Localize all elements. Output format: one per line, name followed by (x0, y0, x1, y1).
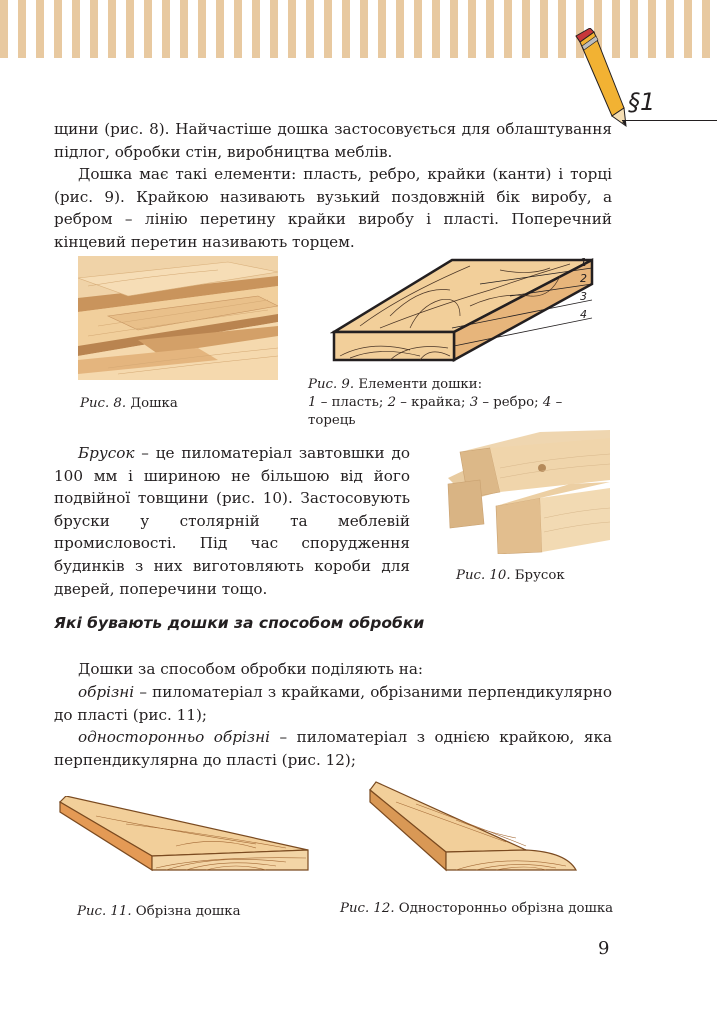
figure-12-one-side-edged-board (366, 780, 586, 878)
page-number: 9 (598, 938, 610, 959)
paragraph-5: обрізні – пиломатеріал з крайками, обрізаними перпендикулярно до пласті (рис. 11); (54, 683, 612, 724)
pencil-icon (572, 28, 632, 128)
figure-9-board-diagram (330, 256, 600, 364)
figure-9-caption: Рис. 9. Елементи дошки: 1 – пласть; 2 – крайка; 3 – ребро; 4 – торець (308, 377, 563, 428)
paragraph-2: Дошка має такі елементи: пласть, ребро, крайки (канти) і торці (рис. 9). Крайкою називають вузький поздовжній бік виробу, а ребром – лінію перетину крайки виробу і пласті. Поперечний кінцевий перетин називають торцем. (54, 165, 612, 251)
paragraph-1: щини (рис. 8). Найчастіше дошка застосовується для облаштування підлог, обробки стін, виробництва меблів. (54, 120, 612, 161)
callout-3: 3 (580, 290, 587, 303)
callout-2: 2 (580, 272, 587, 285)
section-rule (622, 120, 717, 121)
figure-11-caption: Рис. 11. Обрізна дошка (77, 904, 241, 919)
section-mark: §1 (628, 88, 656, 116)
paragraph-6: односторонньо обрізні – пиломатеріал з однією крайкою, яка перпендикулярна до пласті (рис. 12); (54, 728, 613, 769)
figure-11-edged-board (56, 796, 316, 878)
paragraph-3: Брусок – це пиломатеріал завтовшки до 100 мм і шириною не більшою від його подвійної товщини (рис. 10). Застосовують бруски у столярній та меблевій промисловості. Під час спорудження будинків з них виготовляють короби для дверей, поперечини тощо. (54, 444, 410, 598)
figure-12-caption: Рис. 12. Односторонньо обрізна дошка (340, 901, 614, 916)
figure-8-caption: Рис. 8. Дошка (80, 396, 178, 411)
figure-10-caption: Рис. 10. Брусок (456, 568, 565, 583)
callout-1: 1 (580, 256, 587, 269)
figure-8-planks (78, 256, 278, 380)
section-heading: Які бувають дошки за способом обробки (54, 614, 425, 632)
callout-4: 4 (580, 308, 587, 321)
paragraph-4: Дошки за способом обробки поділяють на: (78, 660, 424, 678)
figure-10-bars (440, 428, 610, 554)
